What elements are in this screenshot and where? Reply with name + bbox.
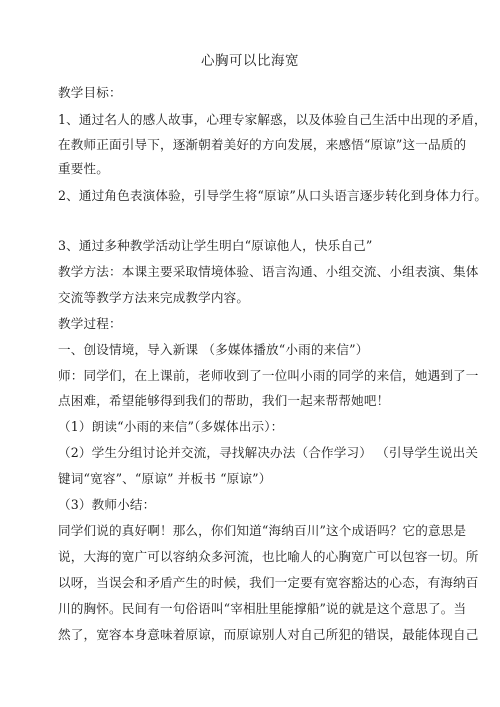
paragraph-line: 然了，宽容本身意味着原谅，而原谅别人对自己所犯的错误，最能体现自己 [58,627,479,642]
paragraph-line: 同学们说的真好啊！那么，你们知道“海纳百川”这个成语吗？它的意思是 [58,523,467,538]
paragraph-line: 以呀，当误会和矛盾产生的时候，我们一定要有宽容豁达的心态，有海纳百 [58,575,479,590]
paragraph-line: 川的胸怀。民间有一句俗语叫“宰相肚里能撑船”说的就是这个意思了。当 [58,601,467,616]
paragraph-line-methods: 教学方法：本课主要采取情境体验、语言沟通、小组交流、小组表演、集体 [58,264,479,279]
paragraph-line: 键词“宽容”、“原谅” 并板书 “原谅”） [58,471,272,486]
paragraph-line: 1、通过名人的感人故事，心理专家解惑，以及体验自己生活中出现的矛盾， [58,112,487,127]
paragraph-line: 2、通过角色表演体验，引导学生将“原谅”从口头语言逐步转化到身体力行。 [58,188,488,203]
paragraph-line: 在教师正面引导下，逐渐朝着美好的方向发展，来感悟“原谅”这一品质的 [58,137,467,152]
paragraph-line: （3）教师小结： [58,497,156,512]
paragraph-line: （1）朗读“小雨的来信”（多媒体出示）： [58,419,284,434]
section-heading-process: 教学过程： [58,316,122,331]
section-heading-objectives: 教学目标： [58,85,122,100]
paragraph-line: 师：同学们，在上课前，老师收到了一位叫小雨的同学的来信，她遇到了一 [58,368,479,383]
paragraph-line: 重要性。 [58,161,109,176]
paragraph-line: 3、通过多种教学活动让学生明白“原谅他人，快乐自己” [58,238,373,253]
paragraph-line: 点困难，希望能够得到我们的帮助，我们一起来帮帮她吧！ [58,393,390,408]
paragraph-line: 说，大海的宽广可以容纳众多河流，也比喻人的心胸宽广可以包容一切。所 [58,549,479,564]
paragraph-line: 交流等教学方法来完成教学内容。 [58,290,250,305]
paragraph-line: （2）学生分组讨论并交流，寻找解决办法（合作学习） （引导学生说出关 [58,445,479,460]
subheading-line: 一、创设情境，导入新课 （多媒体播放“小雨的来信”） [58,342,369,357]
document-title: 心胸可以比海宽 [201,53,299,69]
